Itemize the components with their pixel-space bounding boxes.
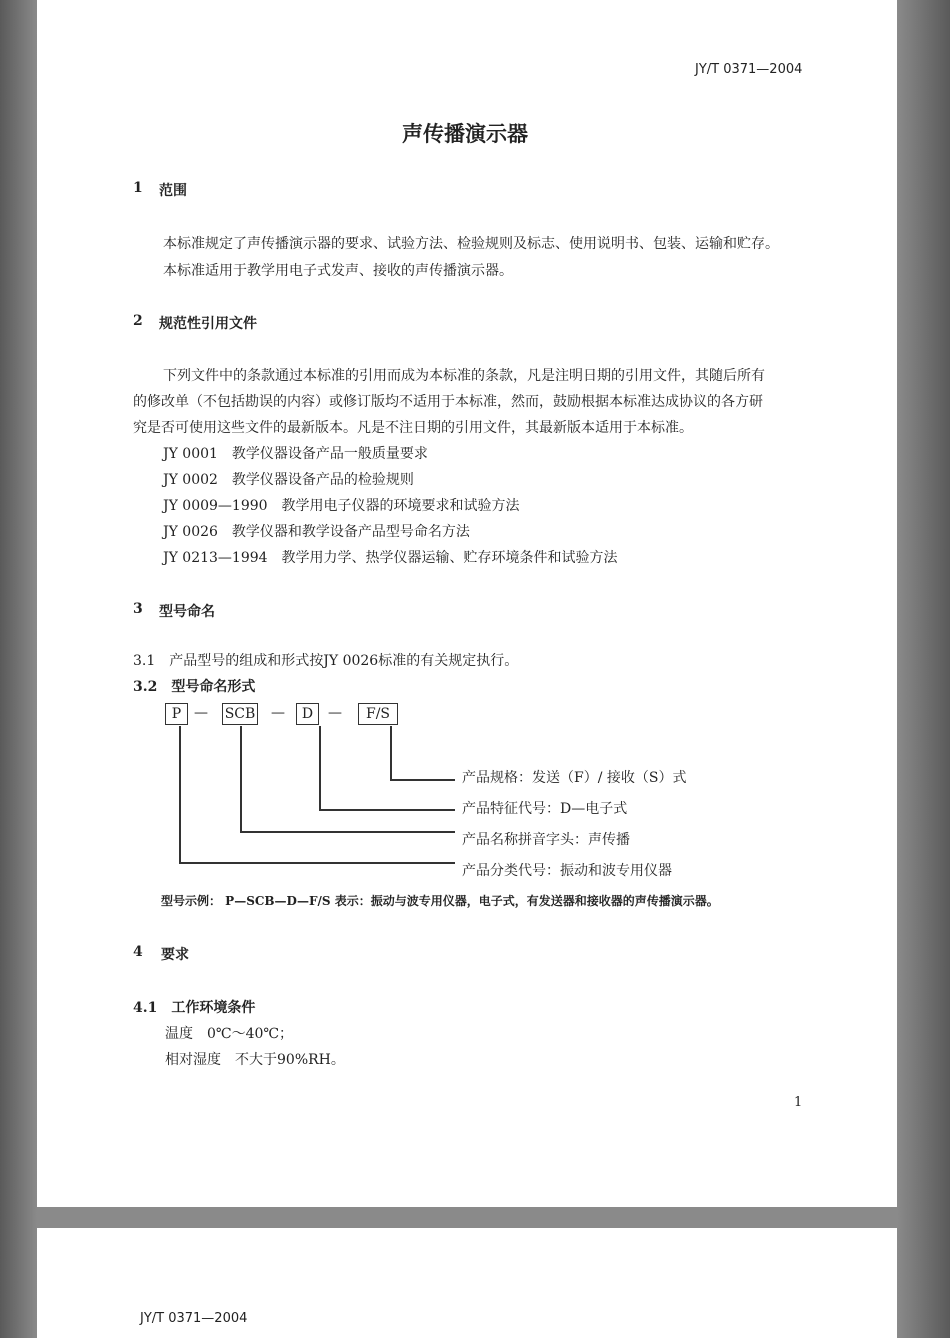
- section-3-heading: 型号命名: [159, 604, 215, 620]
- connector-line: [240, 831, 455, 833]
- dash: —: [194, 705, 208, 721]
- connector-line: [179, 862, 455, 864]
- code-box-scb: SCB: [222, 703, 258, 725]
- page-number: 1: [794, 1095, 803, 1110]
- page-header: JY/T 0371—2004: [140, 1311, 248, 1326]
- reference-item: JY 0009—1990 教学用电子仪器的环境要求和试验方法: [163, 498, 520, 514]
- connector-line: [319, 726, 321, 810]
- section-4-number: 4: [133, 944, 143, 960]
- section-1-heading: 范围: [159, 183, 187, 199]
- connector-line: [390, 779, 455, 781]
- reference-item: JY 0001 教学仪器设备产品一般质量要求: [163, 446, 428, 462]
- reference-item: JY 0026 教学仪器和教学设备产品型号命名方法: [163, 524, 470, 540]
- code-box-fs: F/S: [358, 703, 398, 725]
- diagram-label: 产品分类代号：振动和波专用仪器: [462, 863, 672, 879]
- code-box-d: D: [296, 703, 319, 725]
- paragraph-line: 的修改单（不包括勘误的内容）或修订版均不适用于本标准，然而，鼓励根据本标准达成协议的各方研: [133, 394, 763, 410]
- reference-item: JY 0213—1994 教学用力学、热学仪器运输、贮存环境条件和试验方法: [163, 550, 618, 566]
- reference-item: JY 0002 教学仪器设备产品的检验规则: [163, 472, 414, 488]
- paragraph: 本标准适用于教学用电子式发声、接收的声传播演示器。: [163, 263, 513, 279]
- section-1-number: 1: [133, 180, 143, 196]
- section-2-heading: 规范性引用文件: [159, 316, 257, 332]
- paragraph-line: 究是否可使用这些文件的最新版本。凡是不注日期的引用文件，其最新版本适用于本标准。: [133, 420, 693, 436]
- document-page-2: [37, 1228, 897, 1338]
- document-page-1: [37, 0, 897, 1207]
- section-3-number: 3: [133, 601, 143, 617]
- clause-4-1: 4.1 工作环境条件: [133, 1000, 256, 1016]
- connector-line: [319, 809, 455, 811]
- connector-line: [240, 726, 242, 832]
- humidity-requirement: 相对湿度 不大于90%RH。: [165, 1052, 345, 1068]
- page-title: 声传播演示器: [402, 121, 528, 146]
- clause-3-1: 3.1 产品型号的组成和形式按JY 0026标准的有关规定执行。: [133, 653, 519, 669]
- paragraph-line: 下列文件中的条款通过本标准的引用而成为本标准的条款，凡是注明日期的引用文件，其随后所有: [163, 368, 765, 384]
- dash: —: [271, 705, 285, 721]
- connector-line: [390, 726, 392, 780]
- section-4-heading: 要求: [161, 947, 189, 963]
- paragraph: 本标准规定了声传播演示器的要求、试验方法、检验规则及标志、使用说明书、包装、运输和贮存。: [163, 236, 779, 252]
- diagram-label: 产品特征代号：D—电子式: [462, 801, 628, 817]
- dash: —: [328, 705, 342, 721]
- code-box-p: P: [165, 703, 188, 725]
- page-header: JY/T 0371—2004: [695, 62, 803, 77]
- temperature-requirement: 温度 0℃～40℃；: [165, 1026, 294, 1042]
- diagram-label: 产品规格：发送（F）/ 接收（S）式: [462, 770, 687, 786]
- model-example: 型号示例： P—SCB—D—F/S 表示：振动与波专用仪器，电子式，有发送器和接收器的声传播演示器。: [161, 894, 719, 908]
- connector-line: [179, 726, 181, 863]
- clause-3-2: 3.2 型号命名形式: [133, 679, 256, 695]
- diagram-label: 产品名称拼音字头：声传播: [462, 832, 630, 848]
- section-2-number: 2: [133, 313, 143, 329]
